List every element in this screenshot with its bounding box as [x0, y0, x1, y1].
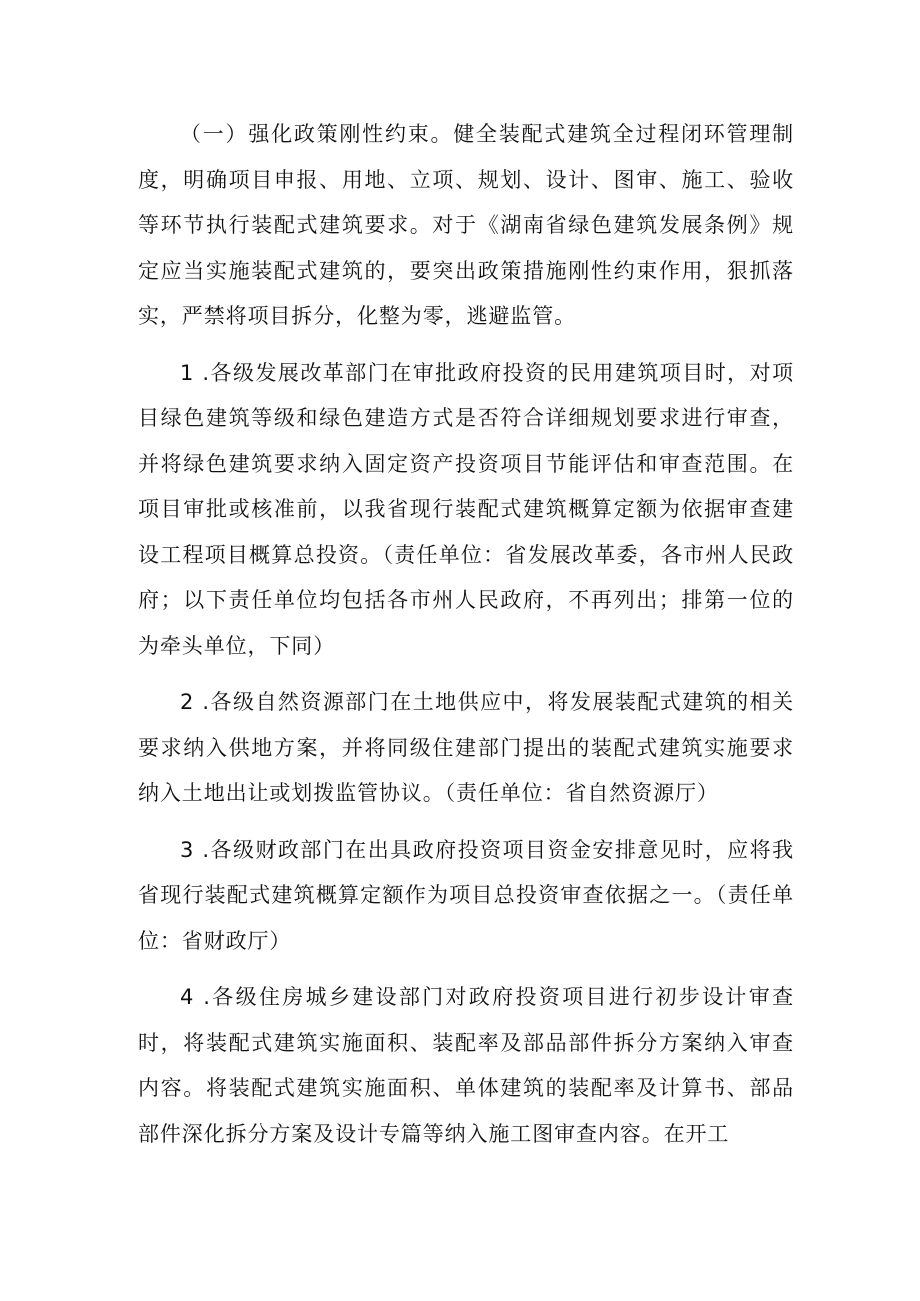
- paragraph-policy-constraint: （一）强化政策刚性约束。健全装配式建筑全过程闭环管理制度，明确项目申报、用地、立项、规划、设计、图审、施工、验收等环节执行装配式建筑要求。对于《湖南省绿色建筑发展条例》规定应当实施装配式建筑的，要突出政策措施刚性约束作用，狠抓落实，严禁将项目拆分，化整为零，逃避监管。: [138, 122, 794, 328]
- paragraph-item-4-housing-construction: 4 .各级住房城乡建设部门对政府投资项目进行初步设计审查时，将装配式建筑实施面积、装配率及部品部件拆分方案纳入审查内容。将装配式建筑实施面积、单体建筑的装配率及计算书、部品部件深化拆分方案及设计专篇等纳入施工图审查内容。在开工: [138, 985, 794, 1146]
- paragraph-item-1-development-reform: 1 .各级发展改革部门在审批政府投资的民用建筑项目时，对项目绿色建筑等级和绿色建造方式是否符合详细规划要求进行审查，并将绿色建筑要求纳入固定资产投资项目节能评估和审查范围。在项目审批或核准前，以我省现行装配式建筑概算定额为依据审查建设工程项目概算总投资。（责任单位：省发展改革委，各市州人民政府；以下责任单位均包括各市州人民政府，不再列出；排第一位的为牵头单位，下同）: [138, 360, 794, 658]
- paragraph-item-3-finance: 3 .各级财政部门在出具政府投资项目资金安排意见时，应将我省现行装配式建筑概算定额作为项目总投资审查依据之一。（责任单位：省财政厅）: [138, 837, 794, 953]
- document-body: [138, 112, 794, 1157]
- paragraph-item-2-natural-resources: 2 .各级自然资源部门在土地供应中，将发展装配式建筑的相关要求纳入供地方案，并将同级住建部门提出的装配式建筑实施要求纳入土地出让或划拨监管协议。（责任单位：省自然资源厅）: [138, 690, 794, 805]
